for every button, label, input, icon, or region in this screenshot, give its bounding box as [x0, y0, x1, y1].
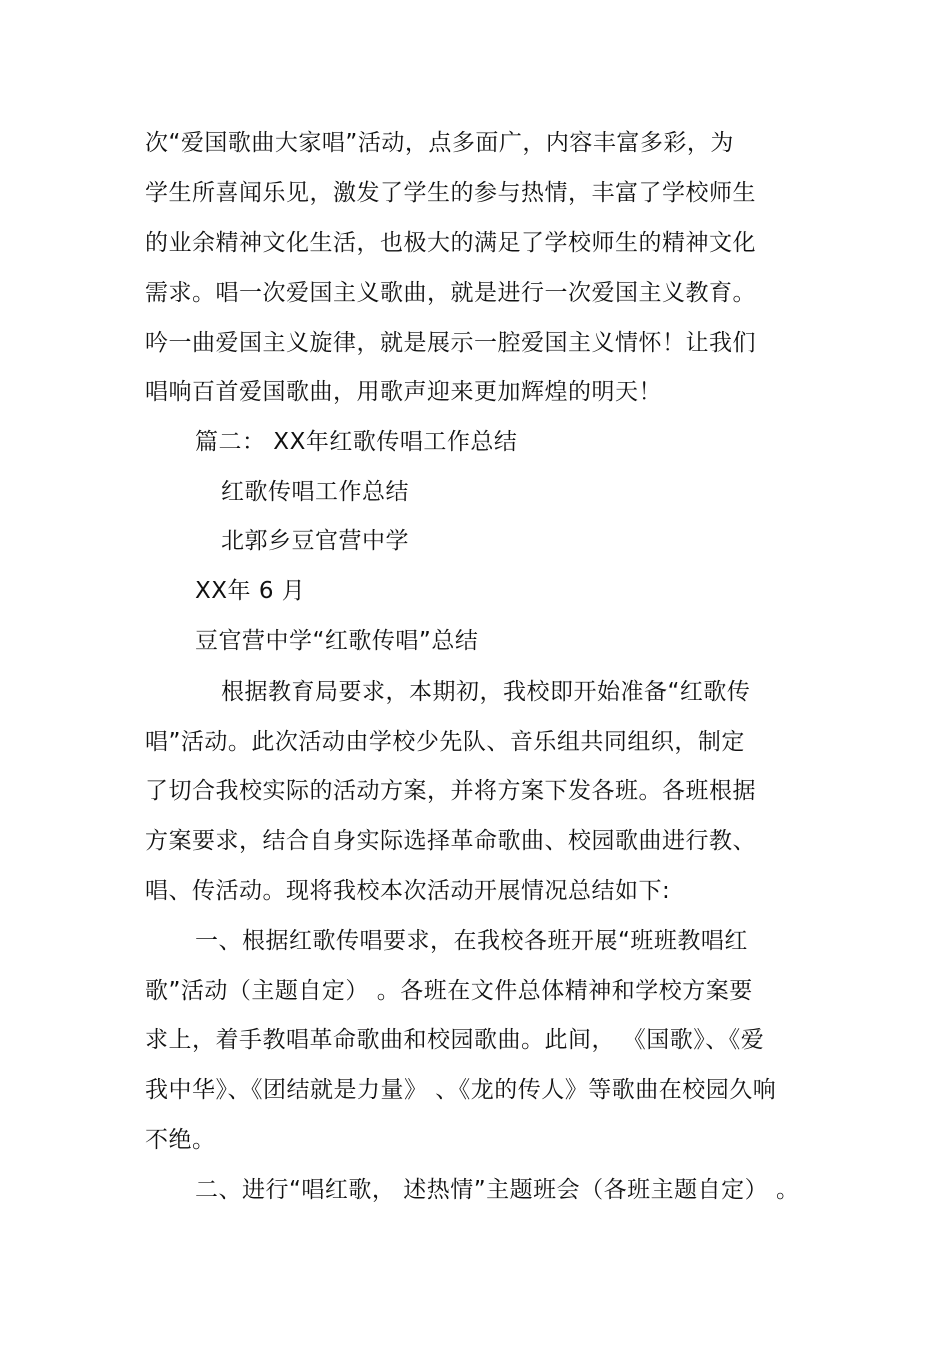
text-line: 次“爱国歌曲大家唱”活动，点多面广，内容丰富多彩，为: [145, 130, 734, 156]
school-name: 北郭乡豆官营中学: [221, 528, 409, 554]
text-line: 唱”活动。此次活动由学校少先队、音乐组共同组织，制定: [145, 729, 745, 755]
document-date: XX年 6 月: [195, 578, 306, 604]
text-line: 的业余精神文化生活，也极大的满足了学校师生的精神文化: [145, 230, 756, 256]
section-heading: 篇二： XX年红歌传唱工作总结: [195, 429, 518, 455]
text-line: 方案要求，结合自身实际选择革命歌曲、校园歌曲进行教、: [145, 828, 756, 854]
text-line: 需求。唱一次爱国主义歌曲，就是进行一次爱国主义教育。: [145, 280, 756, 306]
text-line: 了切合我校实际的活动方案，并将方案下发各班。各班根据: [145, 778, 756, 804]
text-line: 吟一曲爱国主义旋律，就是展示一腔爱国主义情怀！让我们: [145, 330, 756, 356]
text-line: 唱响百首爱国歌曲，用歌声迎来更加辉煌的明天！: [145, 379, 662, 405]
document-title: 红歌传唱工作总结: [221, 479, 409, 505]
text-line: 二、进行“唱红歌， 述热情”主题班会（各班主题自定） 。: [195, 1177, 800, 1203]
text-line: 唱、传活动。现将我校本次活动开展情况总结如下:: [145, 878, 671, 904]
text-line: 求上，着手教唱革命歌曲和校园歌曲。此间， 《国歌》、《爱: [145, 1027, 765, 1053]
text-line: 一、根据红歌传唱要求，在我校各班开展“班班教唱红: [195, 928, 748, 954]
text-line: 根据教育局要求，本期初，我校即开始准备“红歌传: [221, 679, 751, 705]
text-line: 歌”活动（主题自定） 。各班在文件总体精神和学校方案要: [145, 978, 753, 1004]
text-line: 我中华》、《团结就是力量》 、《龙的传人》等歌曲在校园久响: [145, 1077, 777, 1103]
text-line: 学生所喜闻乐见，激发了学生的参与热情，丰富了学校师生: [145, 180, 756, 206]
summary-title: 豆官营中学“红歌传唱”总结: [195, 628, 479, 654]
text-line: 不绝。: [145, 1127, 216, 1153]
